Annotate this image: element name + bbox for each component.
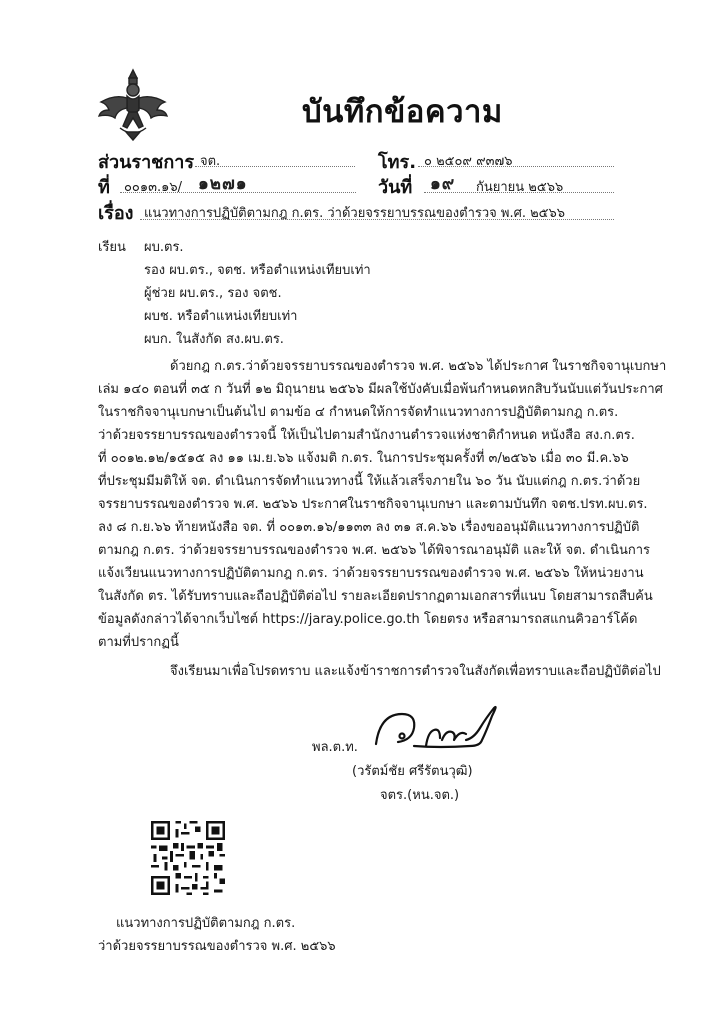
doc-no-label: ที่ — [98, 177, 110, 198]
subject-dotline — [140, 219, 614, 220]
recipient-line: ผบช. หรือตำแหน่งเทียบเท่า — [144, 309, 298, 324]
doc-no-value: ๐๐๑๓.๑๖/ — [124, 180, 183, 195]
body-line: เล่ม ๑๔๐ ตอนที่ ๓๕ ก วันที่ ๑๒ มิถุนายน ๒๕๖๖ มีผลใช้บังคับเมื่อพ้นกำหนดหกสิบวันนับแต่วันประกาศ — [98, 382, 663, 397]
body-line: จรรยาบรรณของตำรวจ พ.ศ. ๒๕๖๖ ประกาศในราชกิจจานุเบกษา และตามบันทึก จตช.ปรท.ผบ.ตร. — [98, 497, 648, 512]
qr-code[interactable] — [148, 818, 228, 898]
recipient-line: ผู้ช่วย ผบ.ตร., รอง จตช. — [144, 286, 282, 301]
doc-no-handwritten: ๑๒๗๑ — [198, 174, 248, 194]
qr-caption-line1: แนวทางการปฏิบัติตามกฎ ก.ตร. — [116, 916, 296, 931]
dept-label: ส่วนราชการ — [98, 152, 195, 173]
salutation-label: เรียน — [98, 240, 126, 255]
qr-caption-line2: ว่าด้วยจรรยาบรรณของตำรวจ พ.ศ. ๒๕๖๖ — [98, 939, 336, 954]
signer-position: จตร.(หน.จต.) — [380, 788, 460, 803]
body-line: ข้อมูลดังกล่าวได้จากเว็บไซต์ https://jaray.police.go.th โดยตรง หรือสามารถสแกนคิวอาร์โค้ด — [98, 612, 638, 627]
tel-dotline — [418, 166, 614, 167]
body-line: แจ้งเวียนแนวทางการปฏิบัติตามกฎ ก.ตร. ว่าด้วยจรรยาบรรณของตำรวจ พ.ศ. ๒๕๖๖ ให้หน่วยงาน — [98, 566, 644, 581]
date-handwritten: ๑๙ — [430, 174, 456, 194]
recipient-line: รอง ผบ.ตร., จตช. หรือตำแหน่งเทียบเท่า — [144, 263, 371, 278]
body-line: ที่ ๐๐๑๒.๑๒/๑๕๑๕ ลง ๑๑ เม.ย.๖๖ แจ้งมติ ก.ตร. ในการประชุมครั้งที่ ๓/๒๕๖๖ เมื่อ ๓๐ มี.ค.๖๖ — [98, 451, 629, 466]
tel-value: ๐ ๒๕๐๙ ๙๓๗๖ — [424, 154, 513, 169]
dept-value: จต. — [200, 154, 221, 169]
tel-label: โทร. — [378, 152, 417, 173]
recipient-line: ผบ.ตร. — [144, 240, 184, 255]
recipient-line: ผบก. ในสังกัด สง.ผบ.ตร. — [144, 332, 284, 347]
body-line: ที่ประชุมมีมติให้ จต. ดำเนินการจัดทำแนวทางนี้ ให้แล้วเสร็จภายใน ๖๐ วัน นับแต่กฎ ก.ตร.ว่าด้วย — [98, 474, 641, 489]
subject-label: เรื่อง — [98, 203, 134, 224]
body-line: ด้วยกฎ ก.ตร.ว่าด้วยจรรยาบรรณของตำรวจ พ.ศ. ๒๕๖๖ ได้ประกาศ ในราชกิจจานุเบกษา — [170, 359, 667, 374]
garuda-emblem — [96, 66, 170, 142]
body-line: ลง ๘ ก.ย.๖๖ ท้ายหนังสือ จต. ที่ ๐๐๑๓.๑๖/๑๑๓๓ ลง ๓๑ ส.ค.๖๖ เรื่องขออนุมัติแนวทางการปฏิบัติ — [98, 520, 640, 535]
closing-line: จึงเรียนมาเพื่อโปรดทราบ และแจ้งข้าราชการตำรวจในสังกัดเพื่อทราบและถือปฏิบัติต่อไป — [170, 664, 661, 679]
date-dotline — [424, 192, 614, 193]
body-line: ในสังกัด ตร. ได้รับทราบและถือปฏิบัติต่อไป รายละเอียดปรากฏตามเอกสารที่แนบ โดยสามารถสืบค้น — [98, 589, 653, 604]
body-line: ตามที่ปรากฏนี้ — [98, 635, 179, 650]
signer-rank: พล.ต.ท. — [312, 740, 358, 755]
body-line: ว่าด้วยจรรยาบรรณของตำรวจนี้ ให้เป็นไปตามสำนักงานตำรวจแห่งชาติกำหนด หนังสือ สง.ก.ตร. — [98, 428, 635, 443]
handwritten-signature — [368, 700, 508, 754]
date-value: กันยายน ๒๕๖๖ — [476, 180, 564, 195]
signer-name: (วรัตม์ชัย ศรีรัตนวุฒิ) — [352, 764, 473, 779]
subject-value: แนวทางการปฏิบัติตามกฎ ก.ตร. ว่าด้วยจรรยาบรรณของตำรวจ พ.ศ. ๒๕๖๖ — [144, 206, 566, 221]
memo-title: บันทึกข้อความ — [302, 94, 503, 130]
dept-dotline — [195, 166, 355, 167]
body-line: ตามกฎ ก.ตร. ว่าด้วยจรรยาบรรณของตำรวจ พ.ศ. ๒๕๖๖ ได้พิจารณาอนุมัติ และให้ จต. ดำเนินการ — [98, 543, 651, 558]
body-line: ในราชกิจจานุเบกษาเป็นต้นไป ตามข้อ ๔ กำหนดให้การจัดทำแนวทางการปฏิบัติตามกฎ ก.ตร. — [98, 405, 619, 420]
date-label: วันที่ — [378, 177, 413, 198]
doc-no-dotline — [120, 192, 356, 193]
